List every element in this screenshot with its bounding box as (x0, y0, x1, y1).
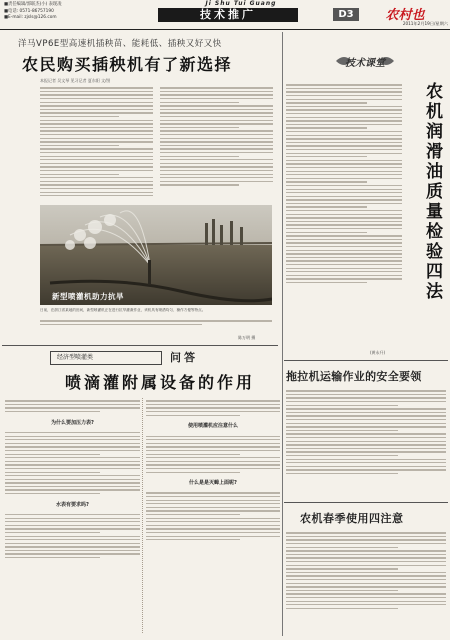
qa-sub-usage: 使用喷灌机应注意什么 (187, 423, 238, 430)
header-rule (0, 29, 450, 30)
column-title: 技术课堂 (345, 58, 385, 69)
lead-col-1 (40, 85, 153, 200)
page-number: D3 (333, 8, 359, 21)
qa-label-text: 经济型喷灌类 (57, 354, 94, 361)
divider-right-2 (284, 502, 448, 503)
irrigation-photo (40, 205, 272, 305)
photo-note (40, 308, 272, 327)
column-banner (330, 52, 400, 70)
lead-byline: 本报记者 吴文琴 见习记者 夏东阳 文/图 (40, 78, 111, 83)
lead-col-2 (160, 85, 273, 200)
lead-kicker: 洋马VP6E型高速机插秧苗、能耗低、插秧又好又快 (18, 39, 222, 49)
story-spring-title: 农机春季使用四注意 (300, 512, 404, 525)
photo-credit: 陈万明 摄 (238, 335, 256, 340)
qa-word: 问答 (170, 351, 198, 364)
phone-line: ■电话: 0571-86757190 (4, 8, 54, 14)
photo-caption: 新型喷灌机助力抗旱 (52, 292, 124, 301)
divider-mid (2, 345, 278, 346)
qa-col-rule (142, 398, 143, 633)
lead-headline: 农民购买插秧机有了新选择 (22, 55, 233, 74)
column-body (286, 82, 402, 352)
photo-graphic (40, 205, 272, 305)
editor-line: ■责任编辑/郭联杰(小) 表现凌 (4, 2, 62, 7)
masthead (0, 0, 450, 30)
section-pinyin: Ji Shu Tui Guang (205, 0, 277, 7)
qa-section-label (50, 351, 162, 365)
qa-sub-pressure: 为什么要加压力表? (51, 419, 94, 426)
story-tractor-body (286, 388, 446, 498)
divider-right-1 (284, 360, 448, 361)
right-col-rule (282, 32, 283, 636)
email-line: ■E-mail: zjsls@126.com (4, 15, 57, 20)
editor-info (4, 2, 94, 22)
section-banner: 技术推广 (158, 8, 298, 22)
issue-date: 2011年2月19日/星期六 (402, 21, 448, 26)
brand-logo: 农村也 (385, 8, 425, 23)
qa-col-2 (146, 398, 280, 633)
column-author: (黄永升) (370, 350, 386, 355)
photo-note-text: 日前，在浙江省某地的田间，新型喷灌机正在进行抗旱灌溉作业，该机具有喷洒均匀、操作方便等特点。 (40, 308, 206, 312)
story-tractor-title: 拖拉机运输作业的安全要领 (286, 370, 422, 383)
qa-sub-other: 什么是是灭蟑上面呢? (189, 480, 237, 487)
vertical-headline: 农机润滑油质量检验四法 (422, 82, 442, 302)
qa-sub-meter: 水表有要求吗? (56, 501, 89, 508)
story-spring-body (286, 530, 446, 635)
qa-col-1 (5, 398, 140, 633)
qa-title: 喷滴灌附属设备的作用 (64, 373, 255, 392)
